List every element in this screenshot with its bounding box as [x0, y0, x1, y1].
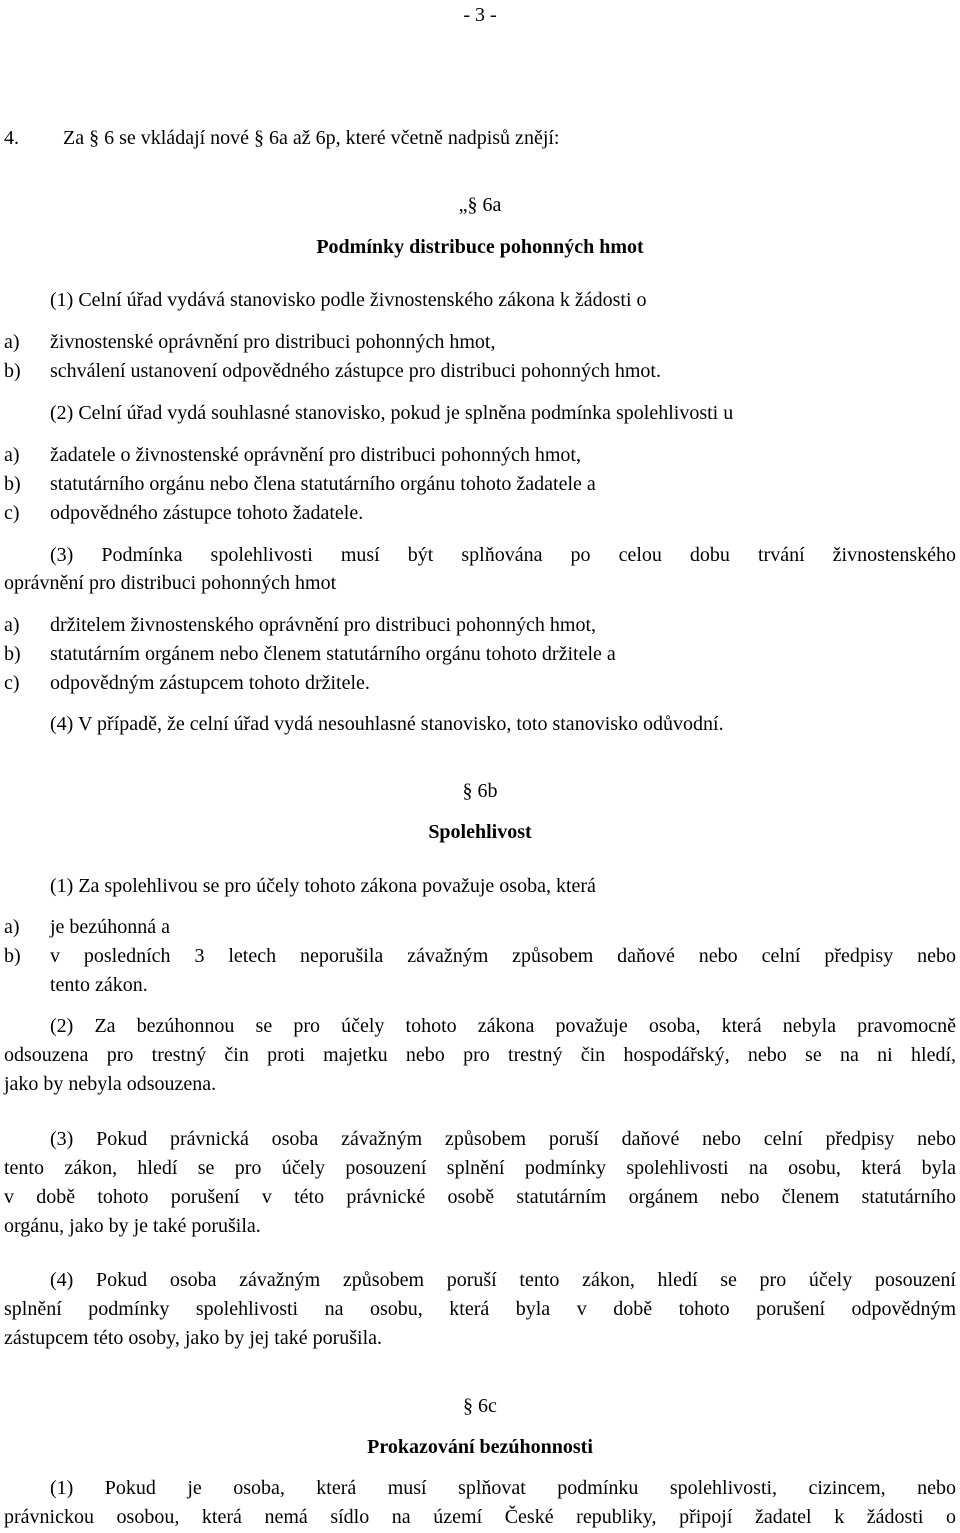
s6b-paragraph-2-line-1: (2) Za bezúhonnou se pro účely tohoto zákona považuje osoba, která nebyla pravomocně [50, 1015, 956, 1037]
amendment-item-4 [4, 126, 559, 150]
list-text: v posledních 3 letech neporušila závažným způsobem daňové nebo celní předpisy nebo [50, 945, 956, 967]
s6b-p1-item-b-continuation: tento zákon. [50, 974, 148, 996]
section-6c-title: Prokazování bezúhonnosti [367, 1436, 593, 1458]
s6a-paragraph-3-line-2: oprávnění pro distribuci pohonných hmot [4, 572, 337, 594]
section-6a-title: Podmínky distribuce pohonných hmot [316, 236, 644, 258]
section-6b-heading: § 6b [462, 780, 498, 802]
page-number: - 3 - [463, 4, 497, 26]
s6c-paragraph-1-line-1: (1) Pokud je osoba, která musí splňovat podmínku spolehlivosti, cizincem, nebo [50, 1477, 956, 1499]
list-text: držitelem živnostenského oprávnění pro distribuci pohonných hmot, [50, 614, 596, 636]
s6b-paragraph-4-line-2: splnění podmínky spolehlivosti na osobu, která byla v době tohoto porušení odpovědným [4, 1298, 956, 1320]
list-text: odpovědným zástupcem tohoto držitele. [50, 672, 370, 694]
list-label: a) [4, 444, 20, 466]
list-label: b) [4, 360, 21, 382]
list-label: c) [4, 502, 20, 524]
list-text: statutárním orgánem nebo členem statutárního orgánu tohoto držitele a [50, 643, 616, 665]
amendment-item-number: 4. [4, 127, 19, 149]
s6a-paragraph-3-line-1: (3) Podmínka spolehlivosti musí být splňována po celou dobu trvání živnostenského [50, 544, 956, 566]
list-text: statutárního orgánu nebo člena statutárního orgánu tohoto žadatele a [50, 473, 596, 495]
list-text: schválení ustanovení odpovědného zástupce pro distribuci pohonných hmot. [50, 360, 661, 382]
list-label: c) [4, 672, 20, 694]
list-label: a) [4, 916, 20, 938]
s6b-paragraph-3-line-3: v době tohoto porušení v této právnické osobě statutárním orgánem nebo členem statutárního [4, 1186, 956, 1208]
s6b-paragraph-3-line-1: (3) Pokud právnická osoba závažným způsobem poruší daňové nebo celní předpisy nebo [50, 1128, 956, 1150]
s6a-paragraph-1: (1) Celní úřad vydává stanovisko podle živnostenského zákona k žádosti o [50, 289, 647, 311]
list-text: odpovědného zástupce tohoto žadatele. [50, 502, 364, 524]
s6a-paragraph-2: (2) Celní úřad vydá souhlasné stanovisko, pokud je splněna podmínka spolehlivosti u [50, 402, 734, 424]
list-label: b) [4, 473, 21, 495]
section-6c-heading: § 6c [463, 1395, 497, 1417]
list-label: a) [4, 614, 20, 636]
s6b-paragraph-4-line-1: (4) Pokud osoba závažným způsobem poruší tento zákon, hledí se pro účely posouzení [50, 1269, 956, 1291]
list-label: b) [4, 945, 21, 967]
list-text: živnostenské oprávnění pro distribuci pohonných hmot, [50, 331, 496, 353]
s6b-paragraph-2-line-2: odsouzena pro trestný čin proti majetku nebo pro trestný čin hospodářský, nebo se na ni hledí, [4, 1044, 956, 1066]
amendment-item-text: Za § 6 se vkládají nové § 6a až 6p, které včetně nadpisů znějí: [63, 127, 560, 149]
s6b-paragraph-3-line-4: orgánu, jako by je také porušila. [4, 1215, 261, 1237]
section-6b-title: Spolehlivost [428, 821, 532, 843]
s6b-paragraph-4-line-3: zástupcem této osoby, jako by jej také porušila. [4, 1327, 383, 1349]
s6b-paragraph-2-line-3: jako by nebyla odsouzena. [4, 1073, 217, 1095]
s6c-paragraph-1-line-2: právnickou osobou, která nemá sídlo na území České republiky, připojí žadatel k žádosti o [4, 1506, 956, 1528]
s6b-paragraph-3-line-2: tento zákon, hledí se pro účely posouzení splnění podmínky spolehlivosti na osobu, která byla [4, 1157, 956, 1179]
list-text: žadatele o živnostenské oprávnění pro distribuci pohonných hmot, [50, 444, 581, 466]
list-label: a) [4, 331, 20, 353]
section-6a-heading: „§ 6a [458, 194, 502, 216]
s6a-paragraph-4: (4) V případě, že celní úřad vydá nesouhlasné stanovisko, toto stanovisko odůvodní. [50, 713, 724, 735]
s6b-paragraph-1: (1) Za spolehlivou se pro účely tohoto zákona považuje osoba, která [50, 875, 596, 897]
list-label: b) [4, 643, 21, 665]
list-text: je bezúhonná a [50, 916, 170, 938]
